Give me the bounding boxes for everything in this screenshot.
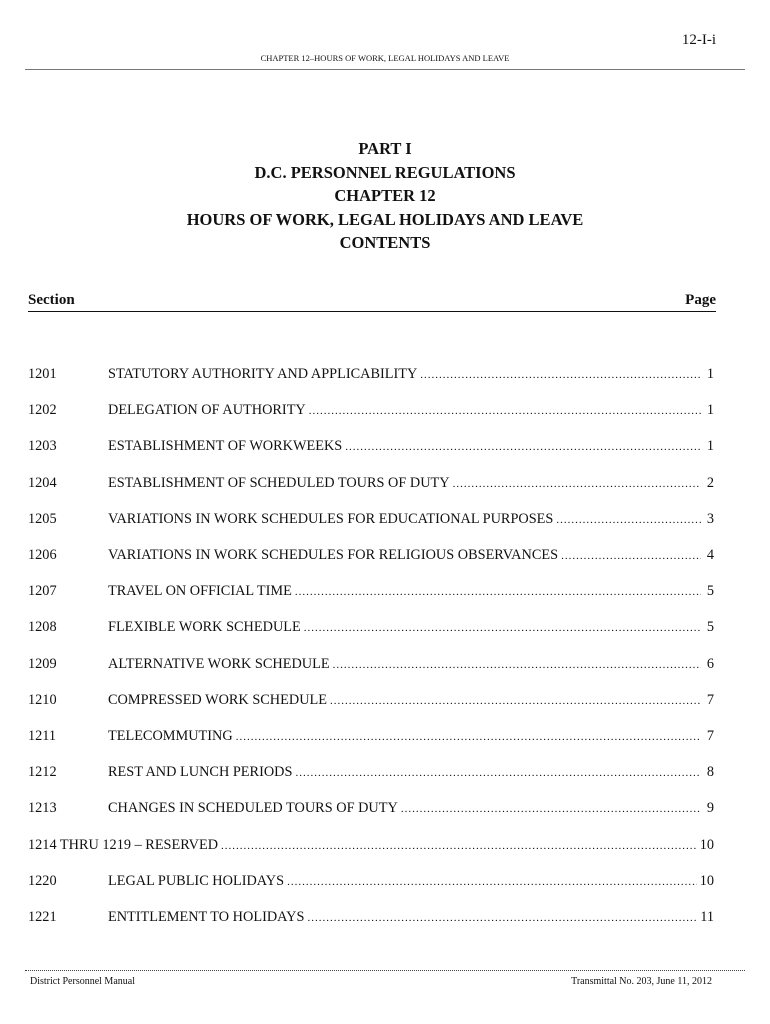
toc-leader-dots: [420, 369, 701, 381]
toc-section-number: 1205: [28, 510, 57, 527]
toc-section-number: 1209: [28, 655, 57, 672]
toc-page-number: 1: [706, 366, 714, 382]
toc-section-number: 1203: [28, 438, 57, 455]
title-part: PART I: [358, 139, 412, 158]
toc-leader-dots: [295, 586, 701, 598]
footer-right: Transmittal No. 203, June 11, 2012: [571, 976, 712, 987]
toc-page-number: 9: [706, 800, 714, 817]
toc-leader-dots: [287, 876, 697, 888]
toc-entry[interactable]: [28, 583, 714, 603]
toc-leader-dots: [330, 695, 701, 707]
toc-page-number: 1: [706, 438, 714, 455]
document-title: [0, 137, 770, 255]
toc-section-title: FLEXIBLE WORK SCHEDULE: [108, 619, 301, 636]
toc-section-title: CHANGES IN SCHEDULED TOURS OF DUTY: [108, 800, 398, 817]
toc-entry[interactable]: [28, 547, 714, 567]
toc-entry[interactable]: [28, 764, 714, 784]
toc-leader-dots: [236, 731, 701, 743]
toc-entry[interactable]: [28, 511, 714, 531]
toc-leader-dots: [295, 767, 701, 779]
toc-page-number: 7: [706, 691, 714, 708]
toc-entry[interactable]: [28, 402, 714, 422]
toc-section-number: 1211: [28, 728, 57, 744]
toc-leader-dots: [307, 912, 697, 924]
toc-page-number: 10: [699, 872, 714, 889]
title-contents: CONTENTS: [339, 233, 431, 252]
footer-rule: [25, 970, 745, 971]
toc-section-title: ENTITLEMENT TO HOLIDAYS: [108, 909, 305, 925]
toc-section-title: LEGAL PUBLIC HOLIDAYS: [108, 872, 285, 889]
toc-section-title: ESTABLISHMENT OF SCHEDULED TOURS OF DUTY: [108, 474, 450, 491]
toc-section-number: 1213: [28, 800, 57, 817]
toc-section-title: 1214 THRU 1219 – RESERVED: [28, 836, 219, 853]
column-header-rule: [28, 311, 716, 312]
toc-entry[interactable]: [28, 475, 714, 495]
toc-section-title: REST AND LUNCH PERIODS: [108, 764, 293, 781]
toc-page-number: 2: [706, 474, 714, 491]
toc-section-number: 1212: [28, 764, 57, 781]
toc-section-number: 1210: [28, 691, 57, 708]
toc-entry[interactable]: [28, 692, 714, 712]
toc-section-number: 1202: [28, 402, 57, 419]
running-header: CHAPTER 12–HOURS OF WORK, LEGAL HOLIDAYS AND LEAVE: [260, 53, 510, 63]
toc-section-number: 1207: [28, 583, 57, 600]
toc-section-number: 1204: [28, 474, 57, 491]
toc-entry[interactable]: [28, 873, 714, 893]
toc-leader-dots: [309, 405, 701, 417]
toc-entry[interactable]: [28, 366, 714, 386]
toc-page-number: 1: [706, 402, 714, 419]
toc-page-number: 5: [706, 583, 714, 600]
toc-section-title: TRAVEL ON OFFICIAL TIME: [108, 583, 292, 600]
header-rule: [25, 69, 745, 70]
toc-leader-dots: [345, 441, 701, 453]
toc-leader-dots: [333, 659, 701, 671]
toc-leader-dots: [561, 550, 701, 562]
toc-section-title: DELEGATION OF AUTHORITY: [108, 402, 306, 419]
page-number: 12-I-i: [681, 32, 716, 48]
title-chapter: CHAPTER 12: [334, 186, 436, 205]
toc-section-title: VARIATIONS IN WORK SCHEDULES FOR EDUCATIONAL PURPOSES: [108, 510, 554, 527]
toc-section-number: 1221: [28, 909, 57, 925]
toc-entry[interactable]: [28, 837, 714, 857]
toc-entry[interactable]: [28, 438, 714, 458]
page-column-header: Page: [685, 292, 716, 308]
toc-page-number: 7: [706, 728, 714, 744]
toc-page-number: 4: [706, 547, 714, 563]
toc-page-number: 6: [706, 655, 714, 672]
toc-entry[interactable]: [28, 656, 714, 676]
toc-section-title: TELECOMMUTING: [108, 728, 233, 744]
toc-leader-dots: [556, 514, 701, 526]
toc-entry[interactable]: [28, 800, 714, 820]
toc-page-number: 11: [700, 909, 714, 925]
toc-page-number: 5: [706, 619, 714, 636]
toc-leader-dots: [401, 803, 701, 815]
toc-page-number: 8: [706, 764, 714, 781]
toc-section-number: 1208: [28, 619, 57, 636]
toc-section-title: COMPRESSED WORK SCHEDULE: [108, 691, 327, 708]
toc-section-number: 1206: [28, 547, 57, 563]
toc-page-number: 3: [706, 510, 714, 527]
footer-left: District Personnel Manual: [30, 976, 135, 987]
toc-section-number: 1220: [28, 872, 57, 889]
toc-entry[interactable]: [28, 728, 714, 748]
toc-section-title: STATUTORY AUTHORITY AND APPLICABILITY: [108, 366, 418, 382]
toc-leader-dots: [304, 622, 701, 634]
title-regulations: D.C. PERSONNEL REGULATIONS: [254, 162, 516, 182]
toc-entry[interactable]: [28, 619, 714, 639]
toc-section-title: ALTERNATIVE WORK SCHEDULE: [108, 655, 330, 672]
toc-section-number: 1201: [28, 366, 57, 382]
title-subject: HOURS OF WORK, LEGAL HOLIDAYS AND LEAVE: [186, 209, 584, 229]
toc-section-title: VARIATIONS IN WORK SCHEDULES FOR RELIGIOUS OBSERVANCES: [108, 547, 559, 563]
toc-page-number: 10: [699, 836, 714, 853]
toc-leader-dots: [221, 840, 697, 852]
toc-section-title: ESTABLISHMENT OF WORKWEEKS: [108, 438, 343, 455]
toc-leader-dots: [453, 478, 701, 490]
toc-entry[interactable]: [28, 909, 714, 929]
section-column-header: Section: [28, 292, 75, 308]
